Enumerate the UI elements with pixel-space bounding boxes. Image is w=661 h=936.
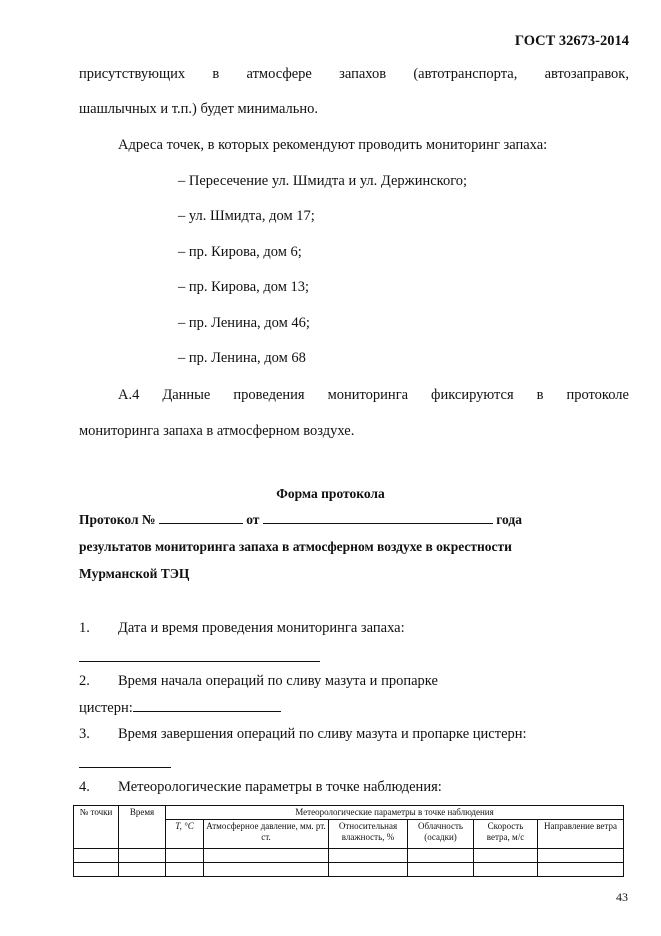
table-cell[interactable] — [408, 849, 474, 863]
table-cell[interactable] — [204, 863, 329, 877]
word: Данные — [162, 387, 211, 403]
col-wind-speed-header: Скорость ветра, м/с — [474, 820, 538, 849]
word: проведения — [233, 387, 305, 403]
word: присутствующих — [79, 66, 186, 82]
table-cell[interactable] — [408, 863, 474, 877]
item-2 — [79, 673, 438, 690]
form-subtitle: результатов мониторинга запаха в атмосферном воздухе в окрестности — [79, 539, 512, 554]
item-1 — [79, 620, 405, 637]
answer-line — [133, 710, 281, 712]
answer-line — [79, 767, 171, 768]
table-cell[interactable] — [119, 863, 166, 877]
table-cell[interactable] — [204, 849, 329, 863]
table-cell[interactable] — [538, 863, 624, 877]
col-cloudiness-header: Облачность (осадки) — [408, 820, 474, 849]
item-text: Время начала операций по сливу мазута и пропарке — [118, 673, 438, 689]
item-2-cont — [79, 700, 281, 717]
table-row — [74, 863, 624, 877]
year-label: года — [496, 512, 522, 527]
col-wind-direction-header: Направление ветра — [538, 820, 624, 849]
item-4 — [79, 779, 442, 796]
item-number: 2. — [79, 673, 90, 689]
table-cell[interactable] — [119, 849, 166, 863]
col-point-header: № точки — [74, 806, 119, 849]
col-pressure-header: Атмосферное давление, мм. рт. ст. — [204, 820, 329, 849]
table-cell[interactable] — [166, 863, 204, 877]
form-subtitle: Мурманской ТЭЦ — [79, 566, 190, 581]
table-cell[interactable] — [329, 849, 408, 863]
para1-line2: шашлычных и т.п.) будет минимально. — [79, 101, 319, 117]
address-item: – пр. Кирова, дом 13; — [178, 279, 310, 295]
page-number: 43 — [616, 890, 628, 904]
col-temperature-header: T, °C — [166, 820, 204, 849]
item-text: Метеорологические параметры в точке наблюдения: — [118, 779, 442, 795]
table-cell[interactable] — [74, 849, 119, 863]
word: протоколе — [566, 387, 629, 403]
from-label: от — [246, 512, 260, 527]
item-text: Дата и время проведения мониторинга запаха: — [118, 620, 405, 636]
answer-line — [79, 661, 320, 662]
word: в — [536, 387, 544, 403]
addresses-intro: Адреса точек, в которых рекомендуют проводить мониторинг запаха: — [118, 137, 548, 153]
item-number: 4. — [79, 779, 90, 795]
para1-line1 — [79, 66, 629, 83]
col-humidity-header: Относительная влажность, % — [329, 820, 408, 849]
word: атмосфере — [246, 66, 312, 82]
para-a4-line2: мониторинга запаха в атмосферном воздухе. — [79, 423, 355, 439]
address-item: – ул. Шмидта, дом 17; — [178, 208, 315, 224]
word: А.4 — [118, 387, 140, 403]
col-time-header: Время — [119, 806, 166, 849]
address-item: – пр. Ленина, дом 68 — [178, 350, 306, 366]
table-cell[interactable] — [166, 849, 204, 863]
word: фиксируются — [431, 387, 514, 403]
word: в — [212, 66, 220, 82]
table-cell[interactable] — [74, 863, 119, 877]
address-item: – пр. Ленина, дом 46; — [178, 315, 310, 331]
item-number: 3. — [79, 726, 90, 742]
meteo-table — [73, 805, 624, 877]
word: автозаправок, — [544, 66, 629, 82]
table-cell[interactable] — [474, 863, 538, 877]
word: (автотранспорта, — [413, 66, 518, 82]
item-number: 1. — [79, 620, 90, 636]
table-cell[interactable] — [474, 849, 538, 863]
table-row — [74, 849, 624, 863]
word: запахов — [339, 66, 387, 82]
item-text: Время завершения операций по сливу мазута и пропарке цистерн: — [118, 726, 527, 742]
address-item: – пр. Кирова, дом 6; — [178, 244, 302, 260]
para-a4-line1 — [118, 387, 629, 404]
protocol-label: Протокол № — [79, 512, 156, 527]
protocol-date-blank — [263, 522, 493, 524]
word: мониторинга — [327, 387, 409, 403]
item-text: цистерн: — [79, 700, 133, 716]
item-3 — [79, 726, 527, 743]
address-item: – Пересечение ул. Шмидта и ул. Держинского; — [178, 173, 468, 189]
form-title: Форма протокола — [276, 486, 385, 501]
group-header: Метеорологические параметры в точке наблюдения — [166, 806, 624, 820]
standard-number: ГОСТ 32673-2014 — [514, 33, 629, 49]
table-cell[interactable] — [329, 863, 408, 877]
protocol-line — [79, 512, 522, 528]
table-cell[interactable] — [538, 849, 624, 863]
protocol-number-blank — [159, 522, 243, 524]
